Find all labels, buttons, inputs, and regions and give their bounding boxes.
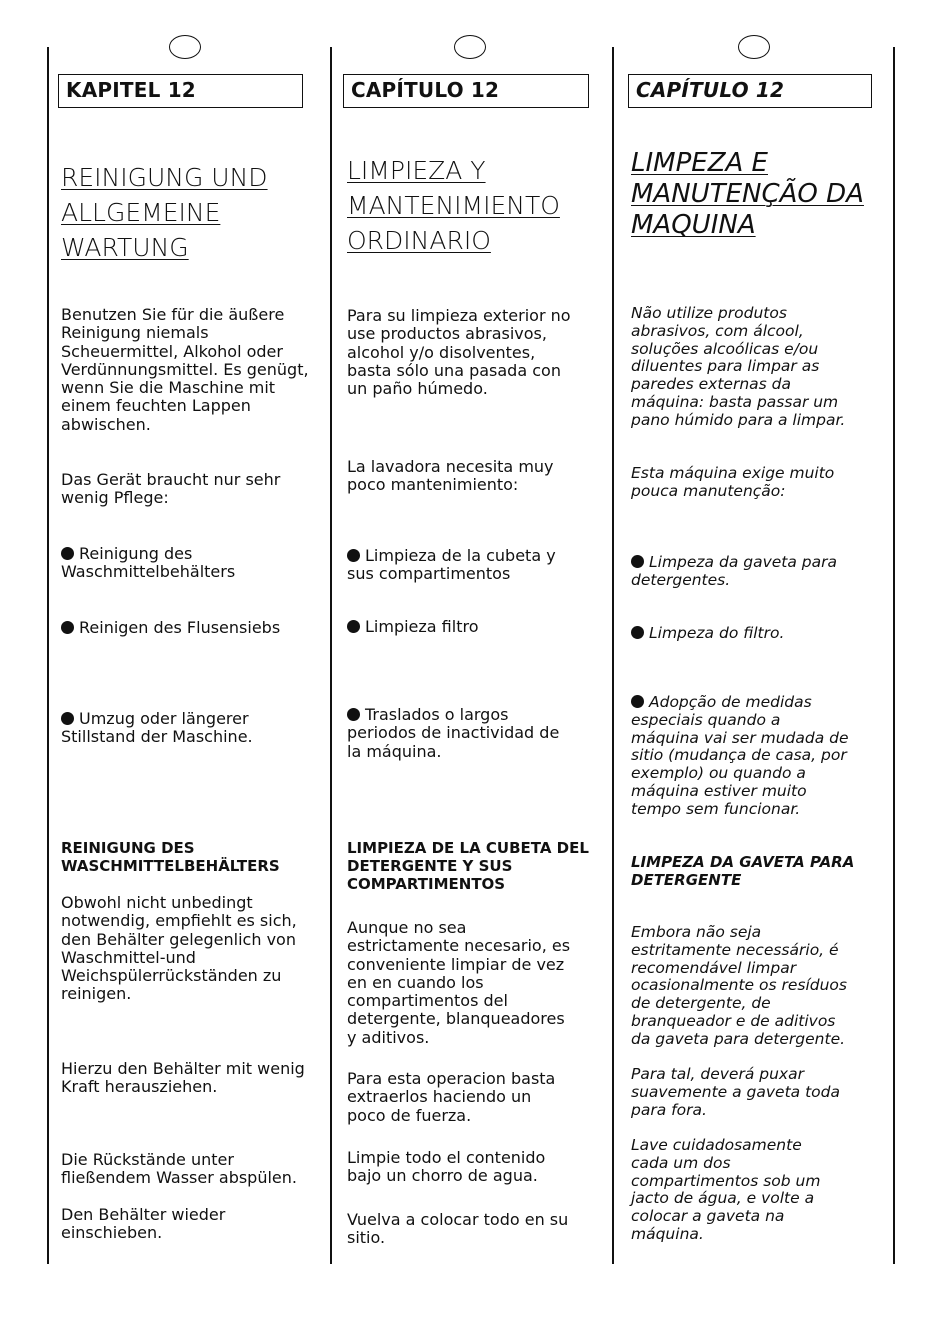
paragraph: Den Behälter wieder einschieben.: [61, 1205, 226, 1243]
intro-text: Para su limpieza exterior no use productos abrasivos, alcohol y/o disolventes, basta sólo una pasada con un paño húmedo.: [347, 306, 571, 399]
bullet-dot-icon: [347, 708, 360, 721]
bullet-item: Limpieza filtro: [347, 618, 617, 636]
paragraph: Die Rückstände unter fließendem Wasser abspülen.: [61, 1150, 297, 1188]
section-title: LIMPEZA E MANUTENÇÃO DA MAQUINA: [631, 148, 864, 240]
bullet-item: Umzug oder längerer Stillstand der Maschine.: [61, 709, 253, 747]
bullet-dot-icon: [61, 621, 74, 634]
chapter-box: CAPÍTULO 12: [628, 74, 872, 108]
paragraph: Lave cuidadosamente cada um dos compartimentos sob um jacto de água, e volte a colocar a gaveta na máquina.: [631, 1136, 821, 1243]
intro-text: Benutzen Sie für die äußere Reinigung niemals Scheuermittel, Alkohol oder Verdünnungsmittel. Es genügt, wenn Sie die Maschine mit einem feuchten Lappen abwischen.: [61, 305, 309, 434]
bullet-dot-icon: [347, 620, 360, 633]
section-title: REINIGUNG UND ALLGEMEINE WARTUNG: [61, 163, 268, 262]
maintenance-text: Das Gerät braucht nur sehr wenig Pflege:: [61, 470, 281, 508]
column-divider: [893, 47, 895, 1264]
paragraph: Vuelva a colocar todo en su sitio.: [347, 1210, 569, 1248]
language-marker-oval: [169, 35, 201, 59]
maintenance-text: Esta máquina exige muito pouca manutenção:: [631, 464, 835, 501]
chapter-box: CAPÍTULO 12: [343, 74, 589, 108]
bullet-dot-icon: [631, 626, 644, 639]
language-marker-oval: [454, 35, 486, 59]
paragraph: Para esta operacion basta extraerlos haciendo un poco de fuerza.: [347, 1069, 556, 1125]
intro-text: Não utilize produtos abrasivos, com álcool, soluções alcoólicas e/ou diluentes para limpar as paredes externas da máquina: basta passar um pano húmido para a limpar.: [631, 304, 846, 429]
bullet-dot-icon: [631, 695, 644, 708]
bullet-item: Limpeza da gaveta para detergentes.: [631, 553, 837, 590]
bullet-item: Reinigen des Flusensiebs: [61, 619, 331, 637]
bullet-item: Adopção de medidas especiais quando a máquina vai ser mudada de sitio (mudança de casa, por exemplo) ou quando a máquina estiver muito tempo sem funcionar.: [631, 693, 849, 818]
subsection-heading: LIMPEZA DA GAVETA PARA DETERGENTE: [631, 853, 855, 889]
subsection-heading: LIMPIEZA DE LA CUBETA DEL DETERGENTE Y SUS COMPARTIMENTOS: [347, 839, 589, 893]
bullet-dot-icon: [347, 549, 360, 562]
bullet-dot-icon: [61, 547, 74, 560]
maintenance-text: La lavadora necesita muy poco mantenimiento:: [347, 457, 554, 495]
bullet-item: Limpieza de la cubeta y sus compartimentos: [347, 546, 556, 584]
paragraph: Aunque no sea estrictamente necesario, es conveniente limpiar de vez en en cuando los compartimentos del detergente, blanqueadores y aditivos.: [347, 918, 571, 1047]
subsection-heading: REINIGUNG DES WASCHMITTELBEHÄLTERS: [61, 839, 280, 875]
chapter-box: KAPITEL 12: [58, 74, 303, 108]
paragraph: Embora não seja estritamente necessário, é recomendável limpar ocasionalmente os resíduos de detergente, de branqueador e de aditivos da gaveta para detergente.: [631, 923, 847, 1048]
bullet-dot-icon: [631, 555, 644, 568]
column-divider: [47, 47, 49, 1264]
bullet-item: Traslados o largos periodos de inactividad de la máquina.: [347, 705, 560, 761]
bullet-dot-icon: [61, 712, 74, 725]
paragraph: Para tal, deverá puxar suavemente a gaveta toda para fora.: [631, 1065, 840, 1119]
bullet-item: Limpeza do filtro.: [631, 624, 889, 642]
paragraph: Limpie todo el contenido bajo un chorro de agua.: [347, 1148, 546, 1186]
paragraph: Obwohl nicht unbedingt notwendig, empfiehlt es sich, den Behälter gelegenlich von Waschmittel-und Weichspülerrückständen zu reinigen.: [61, 893, 297, 1004]
bullet-item: Reinigung des Waschmittelbehälters: [61, 544, 236, 582]
language-marker-oval: [738, 35, 770, 59]
paragraph: Hierzu den Behälter mit wenig Kraft herausziehen.: [61, 1059, 305, 1097]
section-title: LIMPIEZA Y MANTENIMIENTO ORDINARIO: [347, 156, 560, 255]
